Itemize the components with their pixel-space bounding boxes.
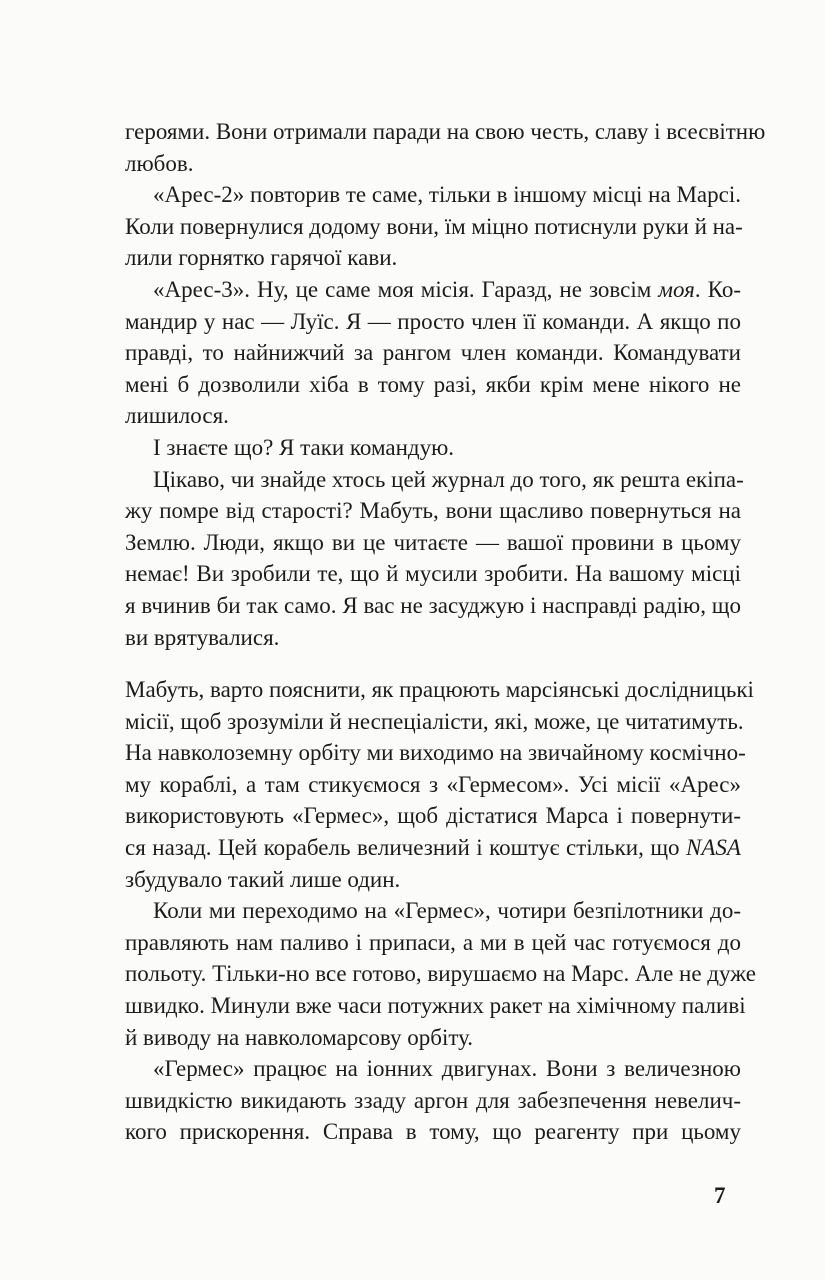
- text-line: І знаєте що? Я таки командую.: [153, 434, 455, 460]
- text-line: правді, то найнижчий за рангом член команди. Командувати: [125, 340, 741, 366]
- text-line: лили горнятко гарячої кави.: [125, 245, 398, 271]
- text-line: мені б дозволили хіба в тому разі, якби крім мене нікого не: [125, 371, 741, 397]
- text-line: лишилося.: [125, 403, 229, 429]
- text-line: Мабуть, варто пояснити, як працюють марсіянські дослідницькі: [125, 677, 754, 703]
- text-line: «Арес-3». Ну, це саме моя місія. Гаразд, не зовсім моя. Ко-: [153, 276, 741, 302]
- text-line: швидко. Минули вже часи потужних ракет на хімічному паливі: [125, 993, 746, 1019]
- text-line: ся назад. Цей корабель величезний і коштує стільки, що NASA: [125, 835, 741, 861]
- text-line: правляють нам паливо і припаси, а ми в цей час готуємося до: [125, 929, 741, 955]
- text-line: любов.: [125, 150, 194, 176]
- text-line: кого прискорення. Справа в тому, що реагенту при цьому: [125, 1119, 741, 1145]
- text-line: «Арес-2» повторив те саме, тільки в іншому місці на Марсі.: [153, 182, 741, 208]
- text-line: му кораблі, а там стикуємося з «Гермесом». Усі місії «Арес»: [125, 771, 741, 797]
- text-line: Коли повернулися додому вони, їм міцно потиснули руки й на-: [125, 213, 743, 239]
- text-line: я вчинив би так само. Я вас не засуджую і насправді радію, що: [125, 592, 741, 618]
- book-page-text: [125, 116, 766, 1148]
- section-break: [125, 653, 741, 674]
- text-line: «Гермес» працює на іонних двигунах. Вони з величезною: [153, 1056, 741, 1082]
- text-line: героями. Вони отримали паради на свою честь, славу і всесвітню: [125, 119, 766, 144]
- text-line: немає! Ви зробили те, що й мусили зробити. На вашому місці: [125, 561, 741, 587]
- text-line: швидкістю викидають ззаду аргон для забезпечення невелич-: [125, 1087, 741, 1113]
- text-line: місії, щоб зрозуміли й неспеціалісти, які, може, це читатимуть.: [125, 708, 744, 734]
- text-line: На навколоземну орбіту ми виходимо на звичайному космічно-: [125, 740, 746, 766]
- text-line: польоту. Тільки-но все готово, вирушаємо на Марс. Але не дуже: [125, 961, 757, 987]
- page-number: 7: [714, 1183, 726, 1208]
- text-line: Землю. Люди, якщо ви це читаєте — вашої провини в цьому: [125, 529, 741, 555]
- text-line: ви врятувалися.: [125, 624, 280, 650]
- text-line: мандир у нас — Луїс. Я — просто член її команди. А якщо по: [125, 308, 741, 334]
- text-line: використовують «Гермес», щоб дістатися Марса і повернути-: [125, 803, 741, 829]
- text-line: Коли ми переходимо на «Гермес», чотири безпілотники до-: [153, 898, 741, 924]
- text-line: жу помре від старості? Мабуть, вони щасливо повернуться на: [125, 498, 741, 524]
- text-line: й виводу на навколомарсову орбіту.: [125, 1024, 474, 1050]
- text-line: збудувало такий лише один.: [125, 866, 401, 892]
- text-line: Цікаво, чи знайде хтось цей журнал до того, як решта екіпа-: [153, 466, 744, 492]
